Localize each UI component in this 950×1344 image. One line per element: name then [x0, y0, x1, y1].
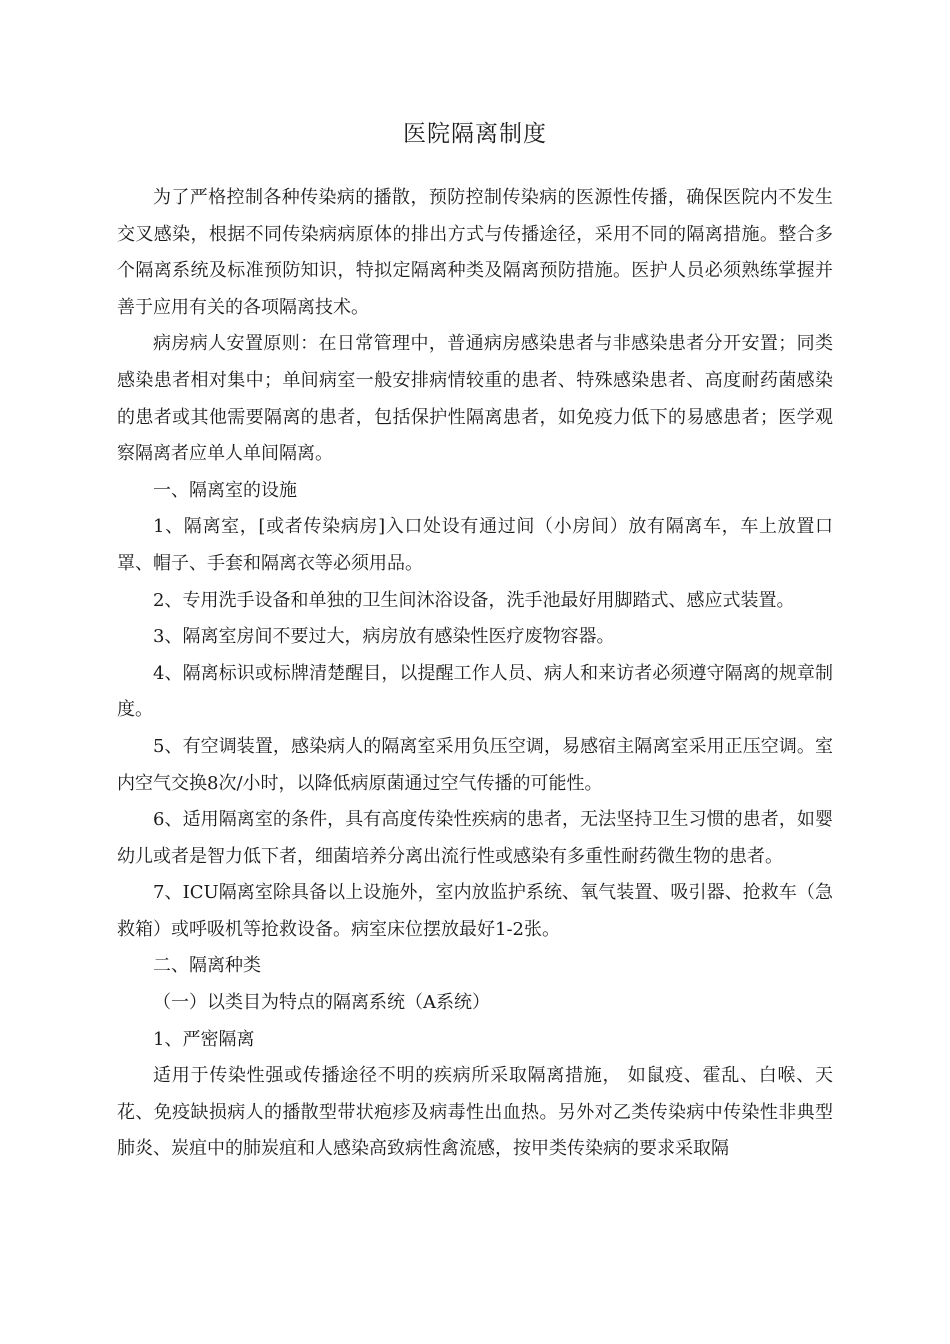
paragraph-placement-principle: 病房病人安置原则：在日常管理中，普通病房感染患者与非感染患者分开安置；同类感染患者相对集中；单间病室一般安排病情较重的患者、特殊感染患者、高度耐药菌感染的患者或其他需要隔离的患者，包括保护性隔离患者，如免疫力低下的易感患者；医学观察隔离者应单人单间隔离。 [117, 333, 833, 465]
item-heading-strict-isolation: 1、严密隔离 [153, 1028, 255, 1050]
document-page [117, 112, 833, 1168]
facility-item-4: 4、隔离标识或标牌清楚醒目，以提醒工作人员、病人和来访者必须遵守隔离的规章制度。 [117, 662, 833, 721]
facility-item-2: 2、专用洗手设备和单独的卫生间沐浴设备，洗手池最好用脚踏式、感应式装置。 [153, 589, 795, 611]
facility-item-3: 3、隔离室房间不要过大，病房放有感染性医疗废物容器。 [153, 626, 615, 648]
paragraph-strict-isolation: 适用于传染性强或传播途径不明的疾病所采取隔离措施， 如鼠疫、霍乱、白喉、天花、免疫缺损病人的播散型带状疱疹及病毒性出血热。另外对乙类传染病中传染性非典型肺炎、炭疽中的肺炭疽和人感染高致病性禽流感，按甲类传染病的要求采取隔 [117, 1065, 833, 1160]
paragraph-intro: 为了严格控制各种传染病的播散，预防控制传染病的医源性传播，确保医院内不发生交叉感染，根据不同传染病病原体的排出方式与传播途径，采用不同的隔离措施。整合多个隔离系统及标准预防知识，特拟定隔离种类及隔离预防措施。医护人员必须熟练掌握并善于应用有关的各项隔离技术。 [117, 187, 833, 318]
section-heading-facilities: 一、隔离室的设施 [153, 479, 297, 501]
facility-item-5: 5、有空调装置，感染病人的隔离室采用负压空调，易感宿主隔离室采用正压空调。室内空气交换8次/小时，以降低病原菌通过空气传播的可能性。 [117, 735, 833, 794]
section-heading-isolation-types: 二、隔离种类 [153, 955, 261, 977]
subsection-heading-a-system: （一）以类目为特点的隔离系统（A系统） [153, 992, 490, 1014]
facility-item-7: 7、ICU隔离室除具备以上设施外，室内放监护系统、氧气装置、吸引器、抢救车（急救箱）或呼吸机等抢救设备。病室床位摆放最好1-2张。 [117, 882, 833, 940]
facility-item-1: 1、隔离室，[或者传染病房]入口处设有通过间（小房间）放有隔离车，车上放置口罩、帽子、手套和隔离衣等必须用品。 [117, 516, 833, 574]
document-title: 医院隔离制度 [403, 121, 547, 147]
facility-item-6: 6、适用隔离室的条件，具有高度传染性疾病的患者，无法坚持卫生习惯的患者，如婴幼儿或者是智力低下者，细菌培养分离出流行性或感染有多重性耐药微生物的患者。 [117, 809, 833, 867]
